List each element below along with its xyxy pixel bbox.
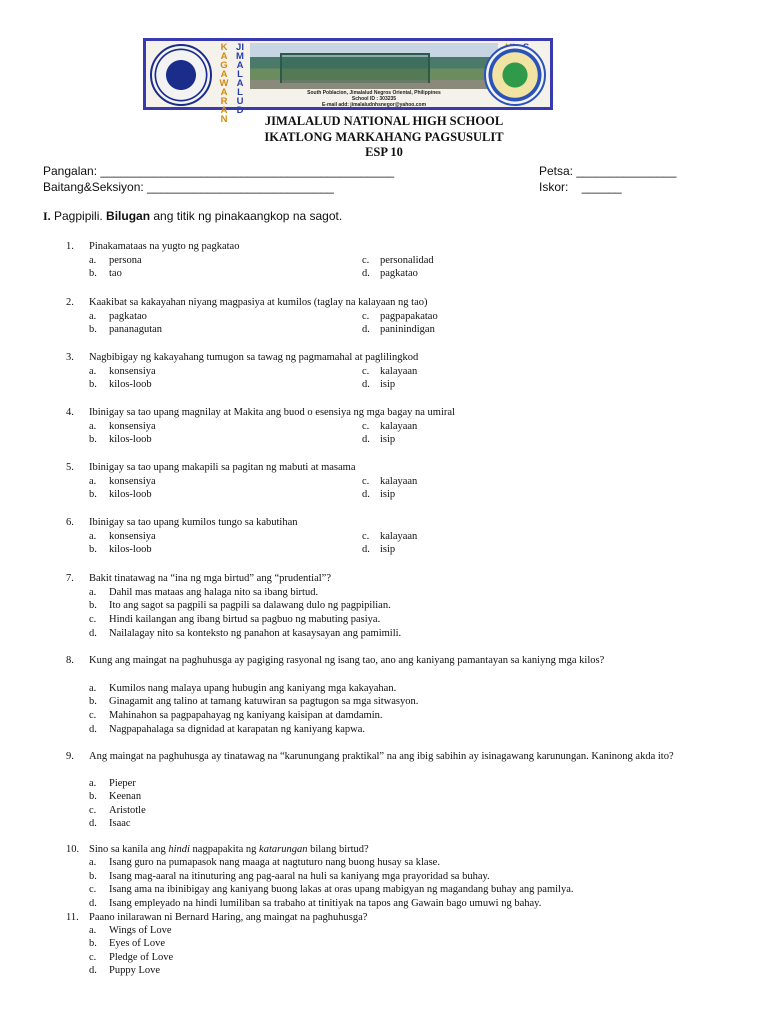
option-letter[interactable]: b. [89,696,97,707]
option-letter[interactable]: c. [89,710,97,721]
banner-email: E-mail add: jimalaludnhsnegor@yahoo.com [321,102,427,108]
section-numeral: I. [43,209,51,223]
option-letter[interactable]: a. [89,587,97,598]
option-text[interactable]: isip [380,489,396,500]
option-text[interactable]: Puppy Love [109,965,161,976]
banner-vertical-text: JIMALALUD [236,42,244,116]
option-text[interactable]: tao [109,268,122,279]
option-text[interactable]: Wings of Love [109,925,172,936]
name-field[interactable] [43,164,394,178]
question-text: Pinakamataas na yugto ng pagkatao [89,241,240,252]
deped-seal-logo [150,44,212,106]
option-letter[interactable]: c. [362,311,370,322]
date-blank[interactable]: _______________ [576,164,677,178]
question-text: Ibinigay sa tao upang makapili sa pagitan ng mabuti at masama [89,462,356,473]
option-text[interactable]: Keenan [109,791,142,802]
question-text: Bakit tinatawag na “ina ng mga birtud” ang “prudential”? [89,573,331,584]
option-letter[interactable]: c. [89,884,97,895]
option-letter[interactable]: b. [89,489,97,500]
name-blank[interactable]: ____________________________________________ [100,164,395,178]
option-text[interactable]: Isang empleyado na hindi lumiliban sa trabaho at tinitiyak na tapos ang Gawain bago umuwi ng bahay. [109,898,542,909]
option-text[interactable]: Isang ama na ibinibigay ang kaniyang buong lakas at oras upang mabigyan ng magandang buhay ang pamilya. [109,884,574,895]
option-letter[interactable]: d. [89,965,97,976]
option-letter[interactable]: d. [89,818,97,829]
option-letter[interactable]: b. [89,600,97,611]
option-text[interactable]: kilos-loob [109,434,152,445]
question-number: 9. [66,751,74,762]
option-text[interactable]: konsensiya [109,421,156,432]
option-text[interactable]: Ginagamit ang talino at tamang katuwiran sa pagtugon sa mga sitwasyon. [109,696,419,707]
option-text[interactable]: isip [380,379,396,390]
question-text: Ibinigay sa tao upang kumilos tungo sa kabutihan [89,517,298,528]
option-letter[interactable]: c. [89,614,97,625]
instruction-text: Pagpipili. [50,209,107,223]
option-text[interactable]: pagpapakatao [380,311,438,322]
option-text[interactable]: pananagutan [109,324,163,335]
score-label: Iskor: [539,180,569,194]
option-text[interactable]: kalayaan [380,531,418,542]
option-text[interactable]: Isang guro na pumapasok nang maaga at nagtuturo nang buong husay sa klase. [109,857,440,868]
option-letter[interactable]: c. [362,476,370,487]
score-blank[interactable]: ______ [581,180,622,194]
option-letter[interactable]: b. [89,268,97,279]
option-letter[interactable]: d. [89,898,97,909]
banner-school-id: School ID : 303235 [351,96,397,102]
option-letter[interactable]: d. [362,268,370,279]
option-letter[interactable]: a. [89,311,97,322]
section-label: Baitang&Seksiyon: [43,180,144,194]
school-seal-logo [484,44,546,106]
instruction-emphasis: Bilugan [106,209,151,223]
option-text[interactable]: kalayaan [380,476,418,487]
option-text[interactable]: kilos-loob [109,489,152,500]
section-blank[interactable]: ____________________________ [147,180,334,194]
option-letter[interactable]: d. [362,489,370,500]
option-text[interactable]: konsensiya [109,531,156,542]
option-letter[interactable]: a. [89,531,97,542]
option-text[interactable]: personalidad [380,255,434,266]
option-letter[interactable]: d. [89,724,97,735]
question-text-part: nagpapakita ng [189,844,260,855]
option-text[interactable]: Eyes of Love [109,938,165,949]
option-text[interactable]: kilos-loob [109,379,152,390]
question-number: 3. [66,352,74,363]
option-letter[interactable]: a. [89,421,97,432]
banner-address [250,90,498,108]
school-name: JIMALALUD NATIONAL HIGH SCHOOL [264,114,504,128]
score-field[interactable] [539,180,622,194]
option-text[interactable]: persona [109,255,142,266]
question-text-part: bilang birtud? [307,844,369,855]
option-letter[interactable]: c. [89,952,97,963]
option-letter[interactable]: a. [89,255,97,266]
option-letter[interactable]: a. [89,925,97,936]
question-number: 2. [66,297,74,308]
option-text[interactable]: Mahinahon sa pagpapahayag ng kaniyang kaisipan at damdamin. [109,710,383,721]
option-text[interactable]: Nailalagay nito sa konteksto ng panahon at kasaysayan ang pamimili. [109,628,402,639]
option-text[interactable]: Isang mag-aaral na itinuturing ang pag-aaral na huli sa kaniyang mga prayoridad sa buhay. [109,871,490,882]
option-text[interactable]: pagkatao [109,311,147,322]
option-text[interactable]: konsensiya [109,366,156,377]
option-letter[interactable]: c. [362,531,370,542]
date-field[interactable] [539,164,676,178]
question-number: 5. [66,462,74,473]
option-text[interactable]: kalayaan [380,421,418,432]
name-label: Pangalan: [43,164,98,178]
option-letter[interactable]: b. [89,324,97,335]
option-text[interactable]: paninindigan [380,324,435,335]
question-text-part: Sino sa kanila ang [89,844,169,855]
question-text: Nagbibigay ng kakayahang tumugon sa tawag ng pagmamahal at paglilingkod [89,352,419,363]
option-letter[interactable]: b. [89,379,97,390]
question-number: 10. [66,844,80,855]
option-text[interactable]: Kumilos nang malaya upang hubugin ang kaniyang mga kakayahan. [109,683,397,694]
question-text: Paano inilarawan ni Bernard Haring, ang maingat na paghuhusga? [89,912,368,923]
option-text[interactable]: Nagpapahalaga sa dignidad at karapatan ng kaniyang kapwa. [109,724,365,735]
option-letter[interactable]: c. [362,421,370,432]
option-text[interactable]: isip [380,544,396,555]
option-text[interactable]: kalayaan [380,366,418,377]
option-text[interactable]: Pieper [109,778,136,789]
exam-title: IKATLONG MARKAHANG PAGSUSULIT [264,129,504,144]
school-gate-photo [250,43,498,89]
option-letter[interactable]: d. [362,379,370,390]
option-letter[interactable]: b. [89,791,97,802]
option-letter[interactable]: a. [89,857,97,868]
option-letter[interactable]: a. [89,683,97,694]
question-emphasis: katarungan [259,844,308,855]
banner-address-line: South Poblacion, Jimalalud Negros Oriental, Philippines [307,90,441,96]
exam-header [0,114,768,161]
option-text[interactable]: pagkatao [380,268,418,279]
question-number: 4. [66,407,74,418]
subject-title: ESP 10 [365,145,403,159]
option-letter[interactable]: a. [89,778,97,789]
question-text: Kaakibat sa kakayahan niyang magpasiya at kumilos (taglay na kalayaan ng tao) [89,297,428,308]
option-letter[interactable]: a. [89,476,97,487]
option-text[interactable]: Isaac [109,818,131,829]
question-number: 1. [66,241,74,252]
banner-vertical-text: KAGAWARAN [219,42,229,125]
option-text[interactable]: Ito ang sagot sa pagpili sa pagpili sa dalawang dulo ng pagpipilian. [109,600,391,611]
option-letter[interactable]: b. [89,938,97,949]
option-letter[interactable]: c. [362,366,370,377]
option-letter[interactable]: b. [89,544,97,555]
option-text[interactable]: konsensiya [109,476,156,487]
option-letter[interactable]: d. [89,628,97,639]
instruction-text: ang titik ng pinakaangkop na sagot. [150,209,343,223]
question-number: 7. [66,573,74,584]
option-letter[interactable]: d. [362,324,370,335]
question-number: 11. [66,912,79,923]
option-letter[interactable]: d. [362,434,370,445]
question-number: 8. [66,655,74,666]
instruction-line [43,209,342,223]
question-emphasis: hindi [168,844,190,855]
option-text[interactable]: Dahil mas mataas ang halaga nito sa ibang birtud. [109,587,319,598]
option-text[interactable]: Pledge of Love [109,952,174,963]
question-number: 6. [66,517,74,528]
option-letter[interactable]: a. [89,366,97,377]
option-letter[interactable]: c. [89,805,97,816]
option-text[interactable]: Hindi kailangan ang ibang birtud sa pagbuo ng mabuting pasiya. [109,614,381,625]
option-letter[interactable]: b. [89,871,97,882]
section-field[interactable] [43,180,334,194]
option-text[interactable]: isip [380,434,396,445]
question-text: Ang maingat na paghuhusga ay tinatawag na “karunungang praktikal” na ang ibig sabihin ay isinagawang karunungan. Kaninong akda ito? [89,751,674,762]
option-letter[interactable]: d. [362,544,370,555]
question-text [89,843,749,857]
option-text[interactable]: kilos-loob [109,544,152,555]
option-text[interactable]: Aristotle [109,805,146,816]
question-text: Ibinigay sa tao upang magnilay at Makita ang buod o esensiya ng mga bagay na umiral [89,407,455,418]
date-label: Petsa: [539,164,574,178]
question-text: Kung ang maingat na paghuhusga ay pagiging rasyonal ng isang tao, ano ang kaniyang pamantayan sa kaniyng mga kilos? [89,655,605,666]
option-letter[interactable]: b. [89,434,97,445]
option-letter[interactable]: c. [362,255,370,266]
